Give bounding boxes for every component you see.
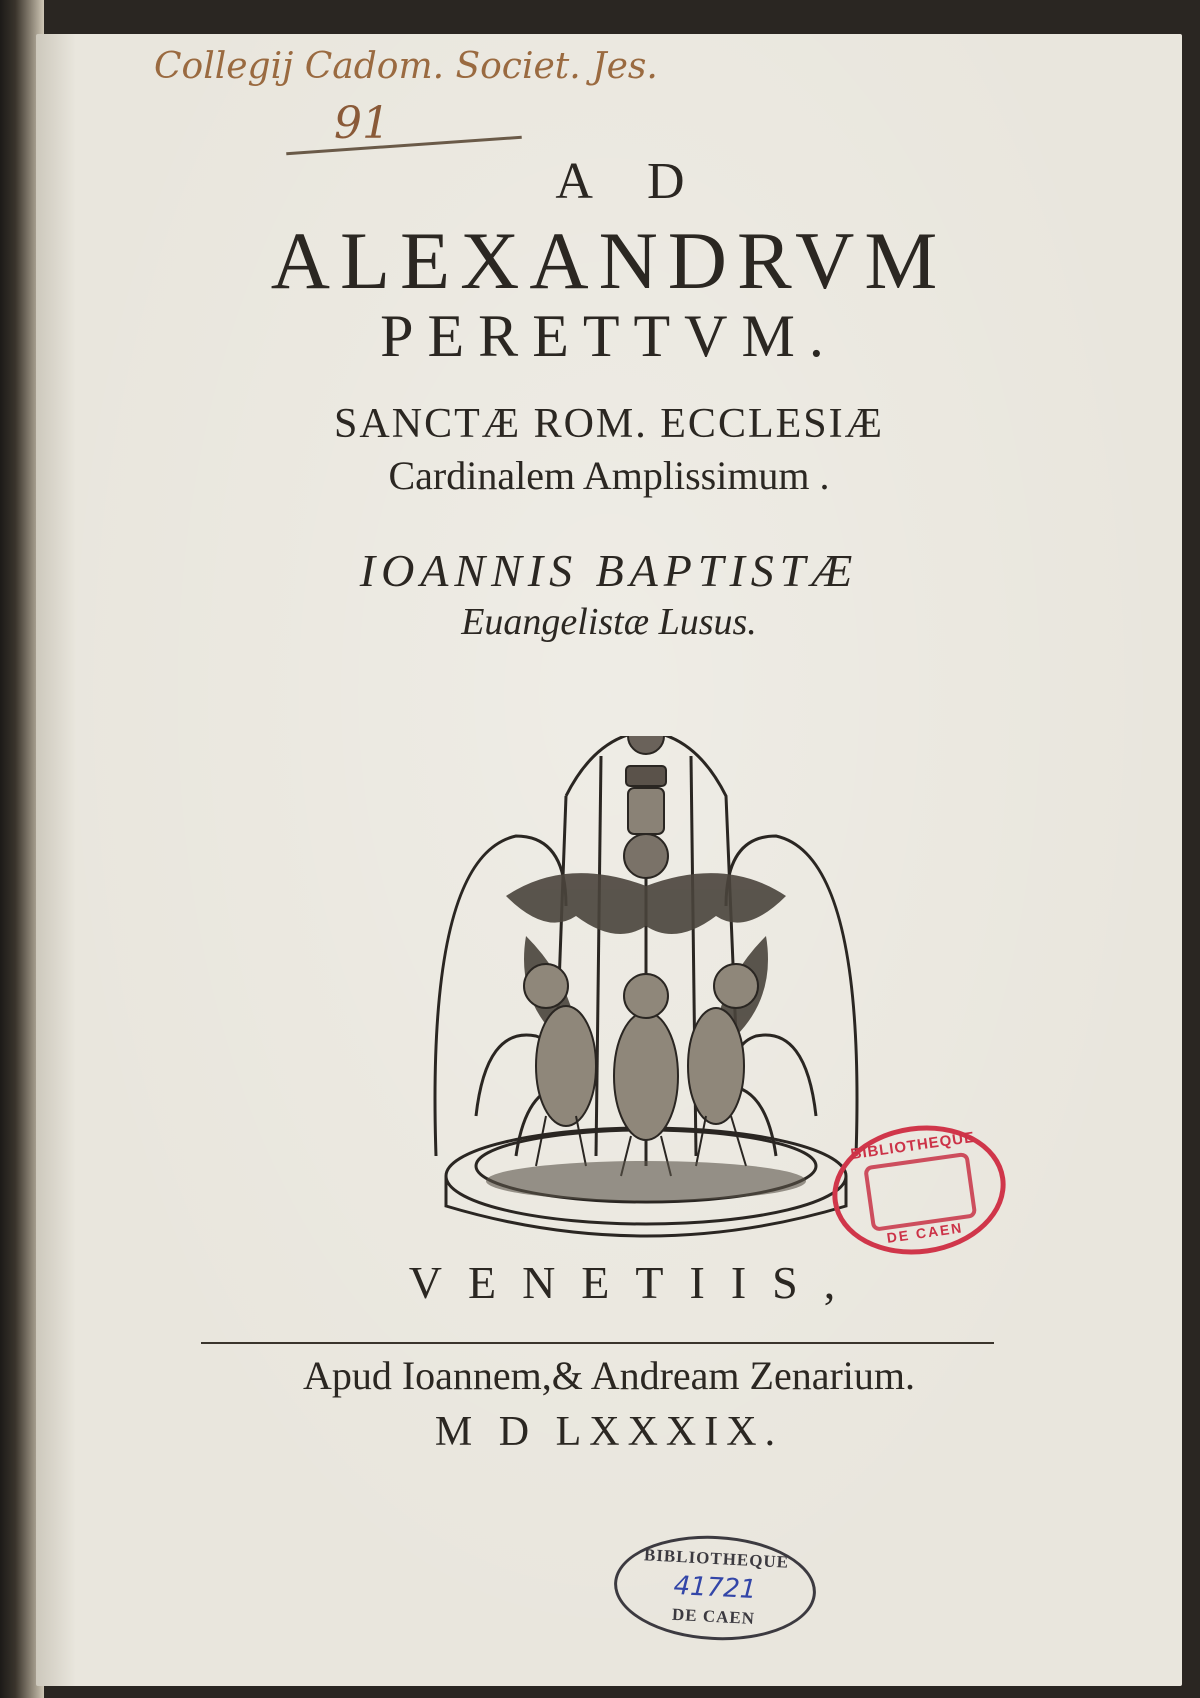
imprint-divider-rule bbox=[201, 1342, 994, 1344]
imprint-place: VENETIIS, bbox=[408, 1257, 862, 1308]
imprint-year: M D LXXXIX. bbox=[434, 1409, 784, 1455]
author-line-name: IOANNIS BAPTISTÆ bbox=[359, 545, 859, 596]
title-page bbox=[36, 34, 1182, 1686]
red-stamp-top-text: BIBLIOTHEQUE bbox=[849, 1128, 977, 1164]
title-line-perettum: PERETTVM. bbox=[380, 303, 838, 369]
accession-number: 41721 bbox=[672, 1570, 758, 1606]
red-stamp-bottom-text: DE CAEN bbox=[885, 1219, 965, 1246]
fountain-woodcut-illustration bbox=[416, 736, 876, 1256]
title-line-sanctae: SANCTÆ ROM. ECCLESIÆ bbox=[334, 401, 884, 447]
title-line-cardinalem: Cardinalem Amplissimum . bbox=[388, 453, 830, 498]
blue-stamp-bottom-text: DE CAEN bbox=[671, 1604, 756, 1629]
provenance-inscription: Collegij Cadom. Societ. Jes. bbox=[154, 46, 658, 87]
title-line-ad: A D bbox=[555, 153, 707, 210]
author-line-lusus: Euangelistæ Lusus. bbox=[461, 601, 757, 643]
blue-stamp-top-text: BIBLIOTHEQUE bbox=[643, 1545, 790, 1572]
shelfmark-inscription: 91 bbox=[334, 98, 390, 149]
title-line-alexandrum: ALEXANDRVM bbox=[270, 215, 948, 306]
library-stamp-blue bbox=[611, 1531, 818, 1645]
imprint-printer: Apud Ioannem,& Andream Zenarium. bbox=[302, 1353, 916, 1398]
